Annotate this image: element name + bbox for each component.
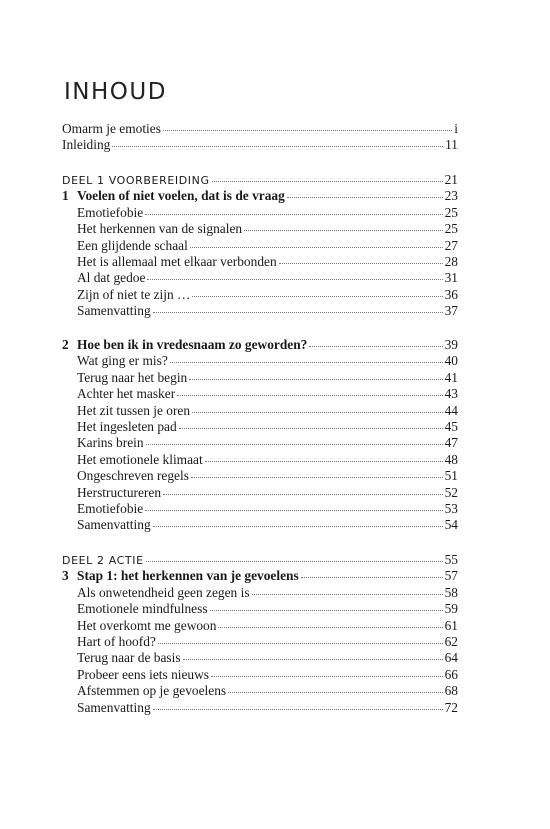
toc-section[interactable] bbox=[62, 585, 458, 601]
toc-chapter-number: 3 bbox=[62, 568, 69, 584]
toc-section-title: Een glijdende schaal bbox=[77, 237, 188, 253]
dot-leader bbox=[153, 525, 443, 527]
toc-section-page: 28 bbox=[444, 253, 458, 269]
dot-leader bbox=[301, 576, 443, 578]
toc-entry-title: Omarm je emoties bbox=[62, 121, 161, 136]
toc-section-page: 25 bbox=[444, 221, 458, 237]
dot-leader bbox=[212, 180, 443, 182]
dot-leader bbox=[218, 626, 442, 628]
page-title: INHOUD bbox=[64, 79, 167, 106]
toc-section-page: 72 bbox=[444, 699, 458, 715]
toc-section-title: Al dat gedoe bbox=[77, 270, 146, 286]
dot-leader bbox=[190, 246, 443, 248]
toc-section-page: 47 bbox=[444, 435, 458, 451]
dot-leader bbox=[145, 213, 442, 215]
toc-section-title: Het zit tussen je oren bbox=[77, 402, 191, 418]
toc-section[interactable] bbox=[62, 501, 458, 517]
dot-leader bbox=[158, 642, 443, 644]
toc-section[interactable] bbox=[62, 601, 458, 617]
toc-section[interactable] bbox=[62, 403, 458, 419]
toc-section[interactable] bbox=[62, 468, 458, 484]
toc-section-title: Het is allemaal met elkaar verbonden bbox=[77, 253, 277, 269]
dot-leader bbox=[146, 443, 443, 445]
toc-section-title: Emotionele mindfulness bbox=[77, 601, 208, 617]
toc-chapter-page: 23 bbox=[444, 188, 458, 204]
toc-section-page: 53 bbox=[444, 500, 458, 516]
toc-chapter[interactable] bbox=[62, 568, 458, 584]
toc-entry[interactable] bbox=[62, 137, 458, 153]
dot-leader bbox=[211, 675, 443, 677]
toc-section-page: 44 bbox=[444, 402, 458, 418]
toc-section[interactable] bbox=[62, 287, 458, 303]
toc-section-title: Samenvatting bbox=[77, 699, 151, 715]
toc-section-title: Ongeschreven regels bbox=[77, 468, 189, 484]
toc-section[interactable] bbox=[62, 386, 458, 402]
toc-section-page: 36 bbox=[444, 286, 458, 302]
toc-section-page: 43 bbox=[444, 386, 458, 402]
dot-leader bbox=[309, 345, 442, 347]
toc-section[interactable] bbox=[62, 667, 458, 683]
toc-section-title: Samenvatting bbox=[77, 517, 151, 533]
toc-part-1 bbox=[62, 172, 458, 320]
toc-section-title: Emotiefobie bbox=[77, 204, 144, 220]
toc-section-title: Emotiefobie bbox=[77, 500, 144, 516]
dot-leader bbox=[205, 460, 443, 462]
toc-part-title: DEEL 2 ACTIE bbox=[62, 554, 144, 567]
dot-leader bbox=[191, 476, 443, 478]
toc-section[interactable] bbox=[62, 517, 458, 533]
toc-section[interactable] bbox=[62, 435, 458, 451]
toc-section-page: 51 bbox=[444, 468, 458, 484]
toc-section-page: 27 bbox=[444, 237, 458, 253]
toc-section-title: Karins brein bbox=[77, 435, 144, 451]
toc-section-title: Herstructureren bbox=[77, 484, 162, 500]
toc-section-page: 52 bbox=[444, 484, 458, 500]
dot-leader bbox=[244, 229, 443, 231]
toc-part-heading[interactable] bbox=[62, 172, 458, 188]
toc-section-title: Afstemmen op je gevoelens bbox=[77, 683, 227, 699]
toc-section[interactable] bbox=[62, 303, 458, 319]
toc-part-page: 21 bbox=[444, 172, 458, 187]
toc-section[interactable] bbox=[62, 452, 458, 468]
toc-entry-title: Inleiding bbox=[62, 137, 111, 153]
toc-section-title: Terug naar het begin bbox=[77, 369, 188, 385]
dot-leader bbox=[192, 295, 442, 297]
toc-section[interactable] bbox=[62, 700, 458, 716]
toc-section-title: Terug naar de basis bbox=[77, 650, 181, 666]
toc-section-page: 68 bbox=[444, 683, 458, 699]
toc-chapter-page: 57 bbox=[444, 568, 458, 584]
dot-leader bbox=[179, 427, 443, 429]
dot-leader bbox=[183, 658, 443, 660]
toc-part-heading[interactable] bbox=[62, 552, 458, 568]
toc-section-page: 66 bbox=[444, 666, 458, 682]
toc-section[interactable] bbox=[62, 270, 458, 286]
dot-leader bbox=[287, 196, 443, 198]
toc-chapter-title: Voelen of niet voelen, dat is de vraag bbox=[77, 188, 285, 204]
toc-section-page: 64 bbox=[444, 650, 458, 666]
toc-part-title: DEEL 1 VOORBEREIDING bbox=[62, 174, 210, 187]
toc-chapter[interactable] bbox=[62, 337, 458, 353]
dot-leader bbox=[147, 278, 442, 280]
toc-section-page: 58 bbox=[444, 584, 458, 600]
toc-section-title: Wat ging er mis? bbox=[77, 353, 168, 369]
dot-leader bbox=[210, 609, 443, 611]
toc-section-title: Probeer eens iets nieuws bbox=[77, 666, 210, 682]
toc-chapter-number: 2 bbox=[62, 337, 69, 352]
toc-chapter-title: Stap 1: het herkennen van je gevoelens bbox=[77, 568, 299, 584]
dot-leader bbox=[189, 378, 442, 380]
dot-leader bbox=[252, 593, 443, 595]
dot-leader bbox=[170, 361, 443, 363]
toc-section-title: Hart of hoofd? bbox=[77, 633, 156, 649]
dot-leader bbox=[192, 411, 443, 413]
toc-chapter-number: 1 bbox=[62, 188, 69, 204]
toc-section[interactable] bbox=[62, 238, 458, 254]
toc-chapter-title: Hoe ben ik in vredesnaam zo geworden? bbox=[77, 337, 308, 352]
toc-section[interactable] bbox=[62, 370, 458, 386]
toc-section-title: Als onwetendheid geen zegen is bbox=[77, 584, 250, 600]
toc-section-page: 37 bbox=[444, 303, 458, 319]
toc-entry[interactable] bbox=[62, 121, 458, 137]
dot-leader bbox=[146, 560, 443, 562]
toc-section-page: 41 bbox=[444, 369, 458, 385]
toc-section[interactable] bbox=[62, 485, 458, 501]
dot-leader bbox=[153, 708, 443, 710]
toc-section-title: Het overkomt me gewoon bbox=[77, 617, 217, 633]
toc-section-page: 62 bbox=[444, 633, 458, 649]
toc-section[interactable] bbox=[62, 353, 458, 369]
dot-leader bbox=[279, 262, 443, 264]
toc-chapter[interactable] bbox=[62, 188, 458, 204]
toc-section-page: 25 bbox=[444, 204, 458, 220]
toc-entry-page: 11 bbox=[445, 137, 458, 153]
toc-part-page: 55 bbox=[444, 552, 458, 567]
dot-leader bbox=[145, 509, 442, 511]
toc-section-page: 59 bbox=[444, 601, 458, 617]
toc-section[interactable] bbox=[62, 618, 458, 634]
toc-section-title: Het herkennen van de signalen bbox=[77, 221, 243, 237]
toc-section-page: 40 bbox=[444, 353, 458, 369]
toc-section-title: Het ingesleten pad bbox=[77, 418, 177, 434]
dot-leader bbox=[228, 691, 442, 693]
toc-section[interactable] bbox=[62, 419, 458, 435]
toc-entry-page: i bbox=[454, 121, 458, 136]
toc-chapter-page: 39 bbox=[444, 337, 458, 352]
toc-chapter-2-block bbox=[62, 337, 458, 534]
toc-section-title: Achter het masker bbox=[77, 386, 176, 402]
dot-leader bbox=[177, 394, 442, 396]
dot-leader bbox=[153, 311, 443, 313]
toc-section-page: 31 bbox=[444, 270, 458, 286]
toc-section-title: Het emotionele klimaat bbox=[77, 451, 203, 467]
toc-part-2 bbox=[62, 552, 458, 716]
toc-section[interactable] bbox=[62, 683, 458, 699]
toc-section-page: 61 bbox=[444, 617, 458, 633]
dot-leader bbox=[163, 129, 452, 131]
toc-section-page: 45 bbox=[444, 418, 458, 434]
toc-section-title: Samenvatting bbox=[77, 303, 151, 319]
toc-section[interactable] bbox=[62, 205, 458, 221]
toc-section-title: Zijn of niet te zijn … bbox=[77, 286, 191, 302]
toc-section[interactable] bbox=[62, 254, 458, 270]
toc-section[interactable] bbox=[62, 634, 458, 650]
dot-leader bbox=[112, 145, 443, 147]
toc-section[interactable] bbox=[62, 221, 458, 237]
toc-section-page: 48 bbox=[444, 451, 458, 467]
toc-front bbox=[62, 121, 458, 154]
toc-section-page: 54 bbox=[444, 517, 458, 533]
toc-section[interactable] bbox=[62, 650, 458, 666]
dot-leader bbox=[163, 493, 443, 495]
